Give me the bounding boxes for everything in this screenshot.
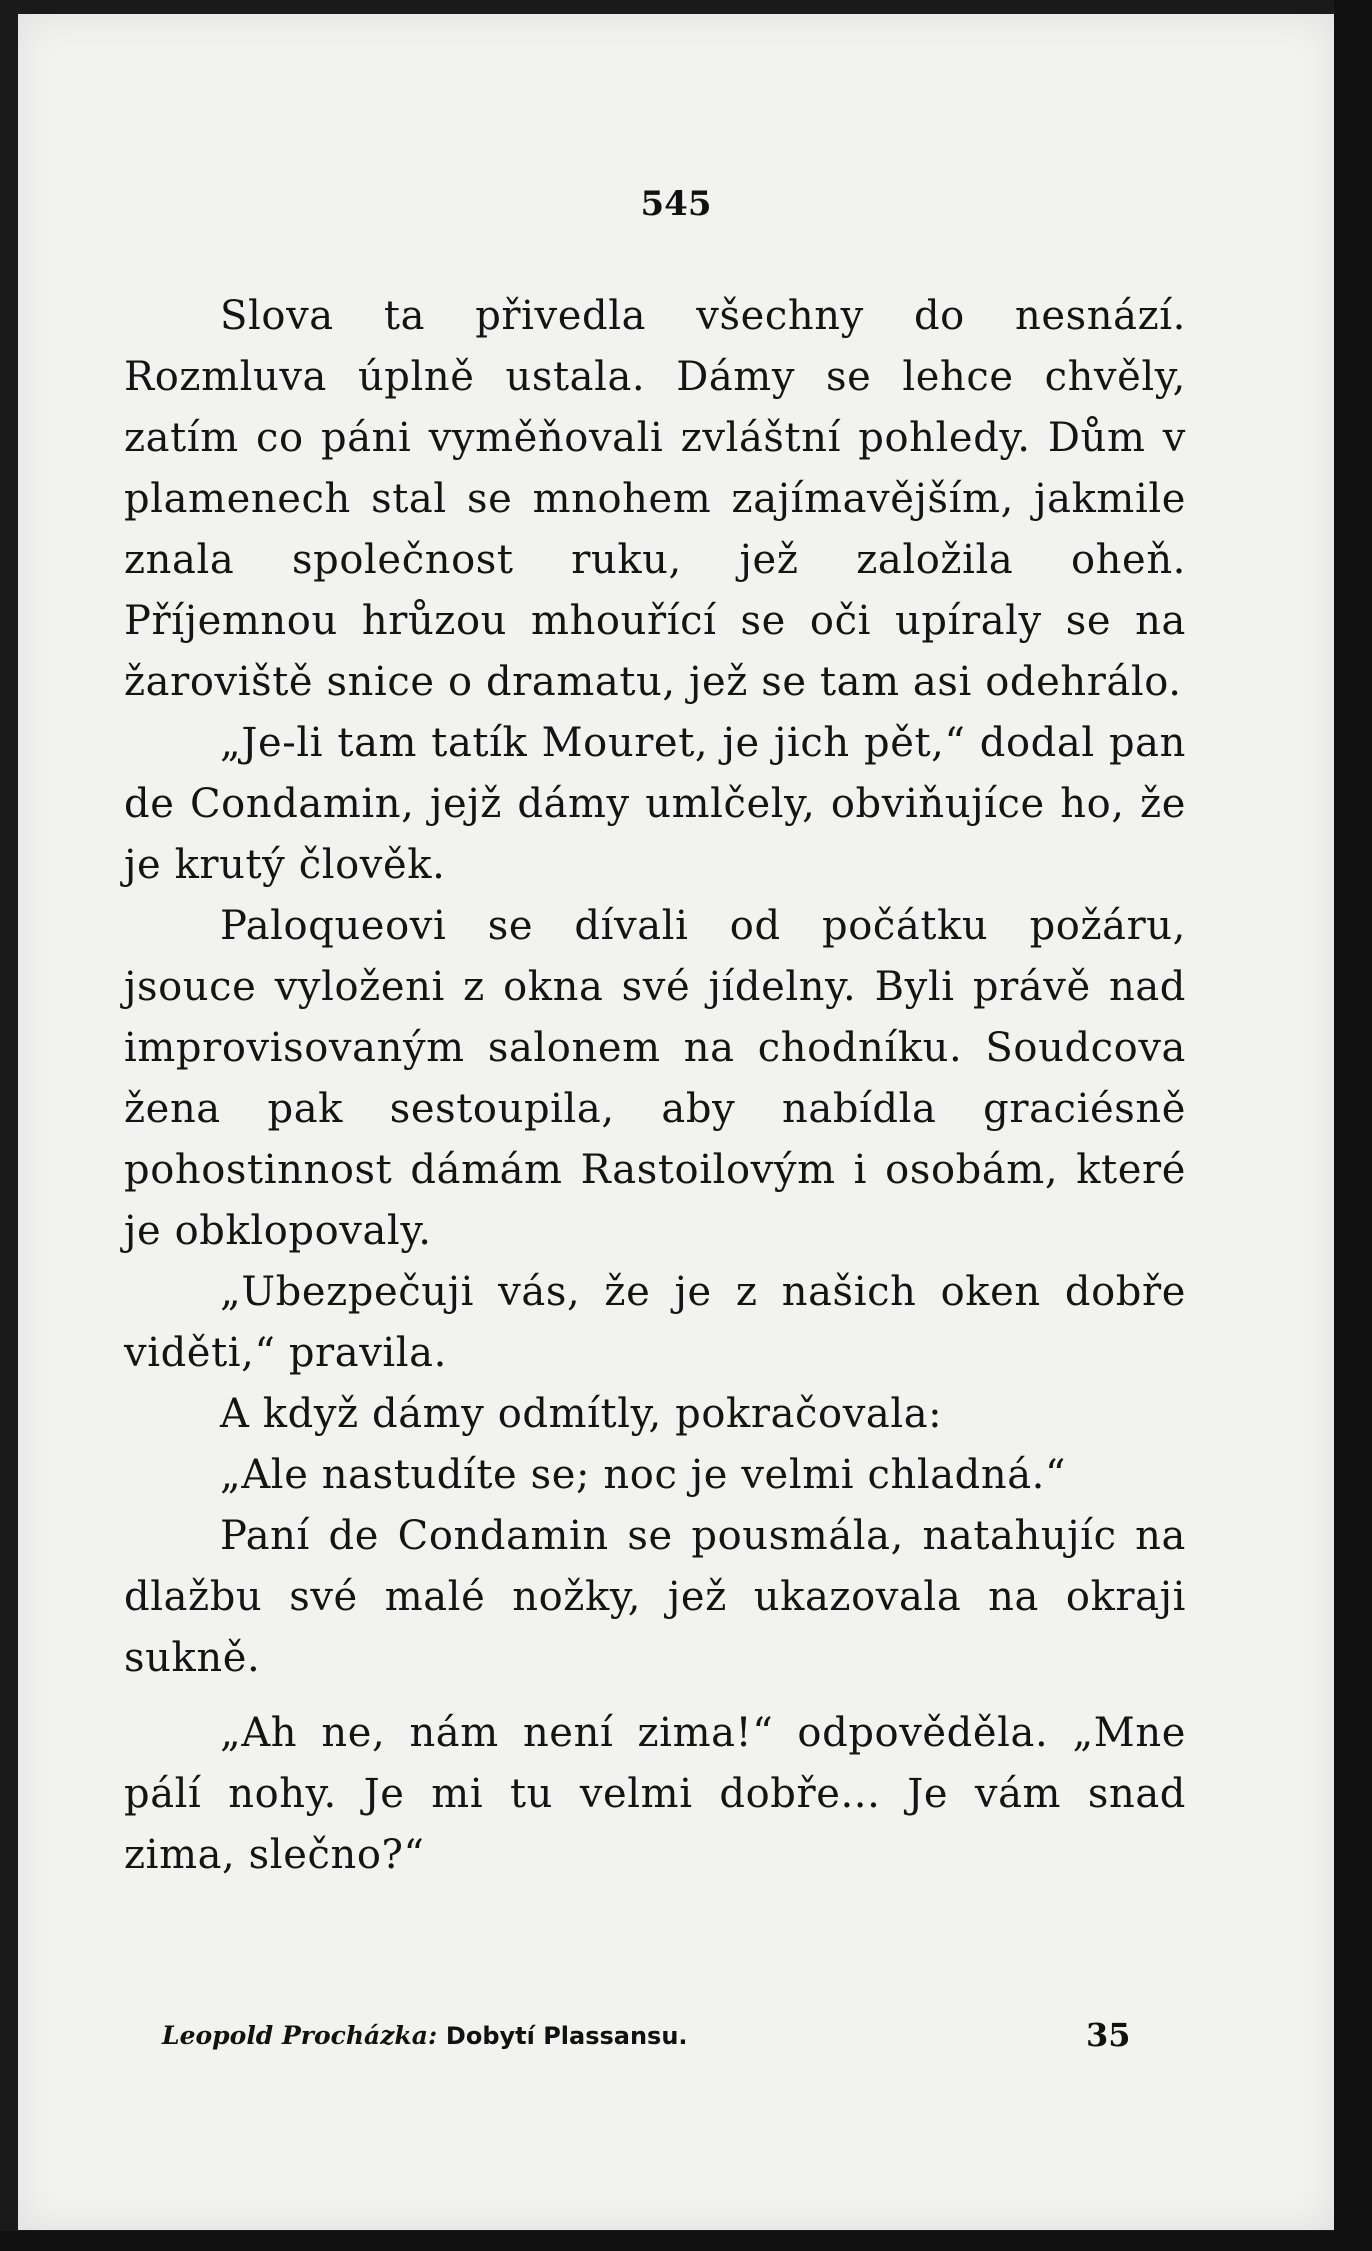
book-page: [18, 14, 1334, 2230]
paragraph-2: „Je-li tam tatík Mouret, je jich pět,“ dodal pan de Condamin, jejž dámy umlčely, obviňujíce ho, že je krutý člověk.: [124, 720, 1186, 888]
footer-credit: [162, 2021, 688, 2050]
signature-mark: 35: [1086, 2016, 1131, 2054]
paragraph-6: „Ale nastudíte se; noc je velmi chladná.“: [220, 1452, 1067, 1498]
body-text: [124, 286, 1186, 1886]
paragraph-8: „Ah ne, nám není zima!“ odpověděla. „Mne pálí nohy. Je mi tu velmi dobře... Je vám snad zima, slečno?“: [124, 1710, 1186, 1878]
scan-edge-right: [1334, 0, 1372, 2251]
footer-author: Leopold Procházka:: [162, 2021, 438, 2050]
paragraph-1: Slova ta přivedla všechny do nesnází. Rozmluva úplně ustala. Dámy se lehce chvěly, zatím co páni vyměňovali zvláštní pohledy. Dům v plamenech stal se mnohem zajímavějším, jakmile znala společnost ruku, jež založila oheň. Příjemnou hrůzou mhouřící se oči upíraly se na žaroviště snice o dramatu, jež se tam asi odehrálo.: [124, 293, 1186, 705]
paragraph-4: „Ubezpečuji vás, že je z našich oken dobře viděti,“ pravila.: [124, 1269, 1186, 1376]
paragraph-7: Paní de Condamin se pousmála, natahujíc na dlažbu své malé nožky, jež ukazovala na okraji sukně.: [124, 1513, 1186, 1681]
scan-edge-bottom: [0, 2231, 1372, 2251]
paragraph-3: Paloqueovi se dívali od počátku požáru, jsouce vyloženi z okna své jídelny. Byli právě nad improvisovaným salonem na chodníku. Soudcova žena pak sestoupila, aby nabídla graciésně pohostinnost dámám Rastoilovým i osobám, které je obklopovaly.: [124, 903, 1186, 1254]
footer-title: Dobytí Plassansu.: [445, 2022, 688, 2050]
page-number: 545: [640, 184, 712, 224]
paragraph-5: A když dámy odmítly, pokračovala:: [220, 1391, 943, 1437]
